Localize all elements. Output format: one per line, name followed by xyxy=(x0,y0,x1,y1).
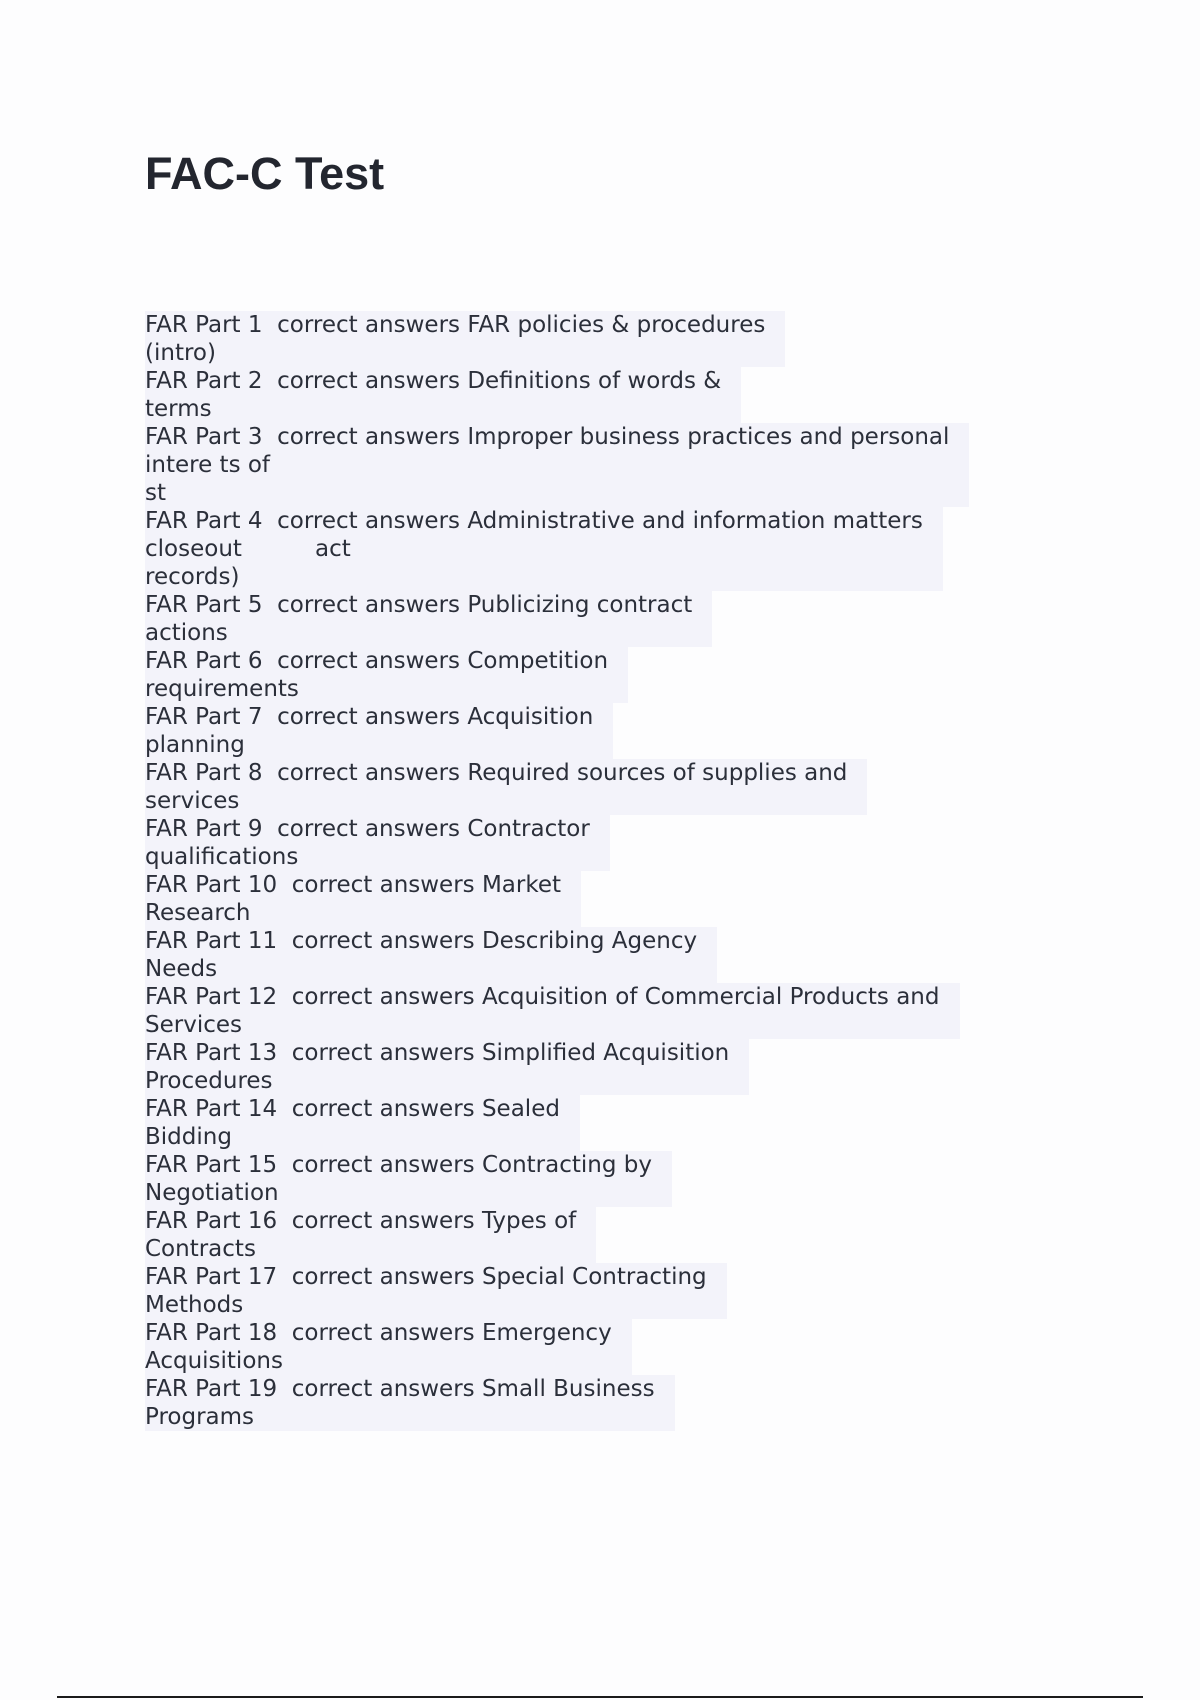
qa-entry xyxy=(145,1095,580,1151)
entry-question-line: FAR Part 9 correct answers Contractor xyxy=(145,816,590,842)
entry-answer-line: terms xyxy=(145,396,212,422)
entry-answer-line: actions xyxy=(145,620,228,646)
entry-question-line: FAR Part 15 correct answers Contracting by xyxy=(145,1152,652,1178)
entry-question-line: FAR Part 11 correct answers Describing Agency xyxy=(145,928,698,954)
qa-list xyxy=(145,311,1075,1431)
entry-question-line: FAR Part 8 correct answers Required sources of supplies and xyxy=(145,760,848,786)
qa-entry xyxy=(145,1263,727,1319)
entry-answer-line: qualifications xyxy=(145,844,299,870)
entry-answer-line: Procedures xyxy=(145,1068,273,1094)
qa-entry xyxy=(145,591,712,647)
entry-question-line: FAR Part 18 correct answers Emergency xyxy=(145,1320,612,1346)
entry-question-line: FAR Part 7 correct answers Acquisition xyxy=(145,704,594,730)
page-title: FAC-C Test xyxy=(145,148,385,199)
page-bottom-rule xyxy=(57,1696,1143,1698)
entry-answer-line: Bidding xyxy=(145,1124,232,1150)
qa-entry xyxy=(145,1207,596,1263)
entry-question-line: FAR Part 17 correct answers Special Contracting xyxy=(145,1264,707,1290)
entry-answer-line: Negotiation xyxy=(145,1180,279,1206)
entry-answer-line: Methods xyxy=(145,1292,244,1318)
entry-answer-line: Needs xyxy=(145,956,218,982)
entry-answer-line: records) xyxy=(145,564,240,590)
qa-entry xyxy=(145,703,613,759)
entry-question-line: FAR Part 4 correct answers Administrative and information matters xyxy=(145,508,923,534)
qa-entry xyxy=(145,927,717,983)
entry-answer-line: closeout act xyxy=(145,536,351,562)
entry-answer-line: st xyxy=(145,480,167,506)
entry-answer-line: Acquisitions xyxy=(145,1348,283,1374)
entry-question-line: FAR Part 19 correct answers Small Business xyxy=(145,1376,655,1402)
qa-entry xyxy=(145,871,581,927)
entry-answer-line: (intro) xyxy=(145,340,216,366)
entry-answer-line: Programs xyxy=(145,1404,255,1430)
entry-answer-line: Contracts xyxy=(145,1236,256,1262)
qa-entry xyxy=(145,647,628,703)
entry-answer-line: requirements xyxy=(145,676,299,702)
entry-answer-line: Services xyxy=(145,1012,242,1038)
entry-question-line: FAR Part 5 correct answers Publicizing contract xyxy=(145,592,693,618)
entry-question-line: FAR Part 2 correct answers Definitions of words & xyxy=(145,368,722,394)
qa-entry xyxy=(145,1039,749,1095)
entry-question-line: FAR Part 12 correct answers Acquisition of Commercial Products and xyxy=(145,984,940,1010)
qa-entry xyxy=(145,1151,672,1207)
entry-question-line: FAR Part 3 correct answers Improper business practices and personal xyxy=(145,424,950,450)
qa-entry xyxy=(145,423,969,507)
entry-question-line: FAR Part 16 correct answers Types of xyxy=(145,1208,577,1234)
qa-entry xyxy=(145,983,960,1039)
entry-answer-line: planning xyxy=(145,732,245,758)
entry-question-line: FAR Part 6 correct answers Competition xyxy=(145,648,609,674)
entry-answer-line: services xyxy=(145,788,240,814)
entry-answer-line: intere ts of xyxy=(145,452,271,478)
entry-answer-line: Research xyxy=(145,900,251,926)
qa-entry xyxy=(145,1375,675,1431)
qa-entry xyxy=(145,759,867,815)
qa-entry xyxy=(145,311,785,367)
entry-question-line: FAR Part 1 correct answers FAR policies & procedures xyxy=(145,312,766,338)
qa-entry xyxy=(145,815,610,871)
qa-entry xyxy=(145,1319,632,1375)
qa-entry xyxy=(145,507,943,591)
entry-question-line: FAR Part 10 correct answers Market xyxy=(145,872,562,898)
qa-entry xyxy=(145,367,741,423)
entry-question-line: FAR Part 14 correct answers Sealed xyxy=(145,1096,560,1122)
entry-question-line: FAR Part 13 correct answers Simplified Acquisition xyxy=(145,1040,730,1066)
